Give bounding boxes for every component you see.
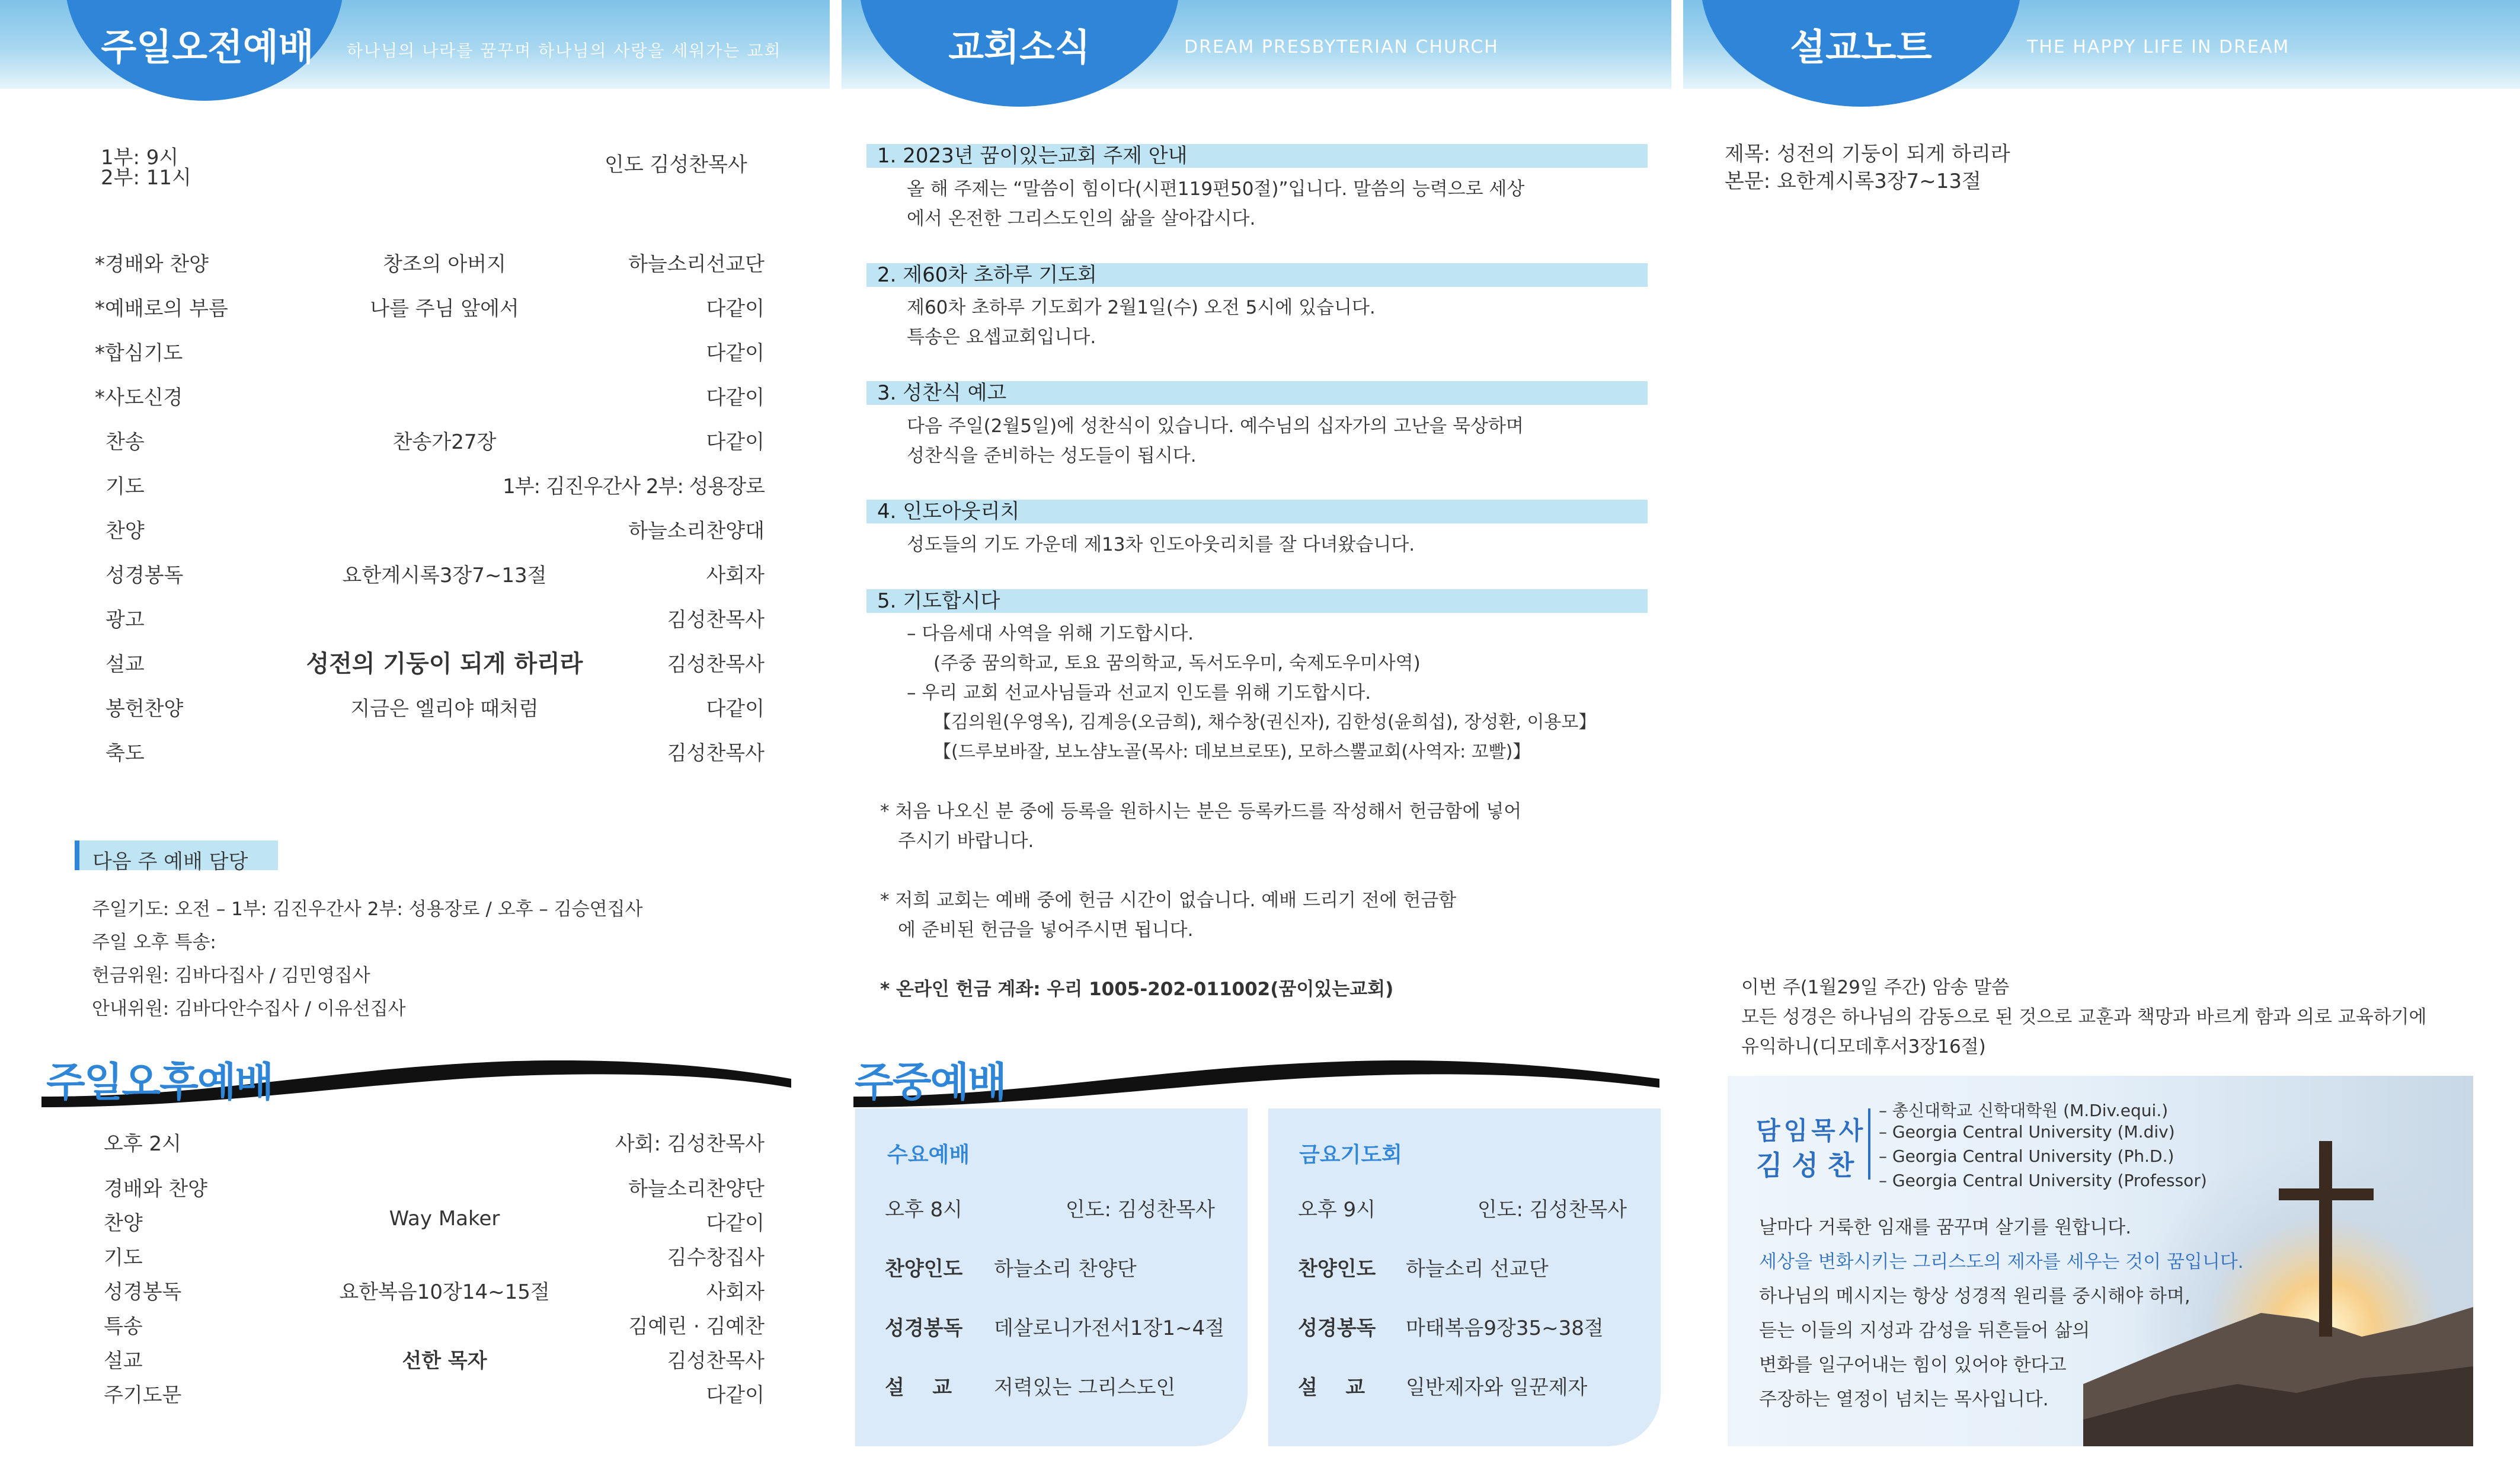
pastor-line: 변화를 일구어내는 힘이 있어야 한다고 [1759,1354,2067,1376]
pastor-credential: – Georgia Central University (M.div) [1879,1122,2175,1142]
pastor-line: 하나님의 메시지는 항상 성경적 원리를 중시해야 하며, [1759,1286,2190,1307]
wednesday-title: 수요예배 [887,1143,970,1167]
header-title-sermon-note: 설교노트 [1790,25,1932,69]
news-heading: 5. 기도합시다 [866,589,1648,613]
order-person: 사회자 [706,1280,765,1304]
order-person: 하늘소리찬양대 [628,519,765,543]
header-title-news: 교회소식 [948,25,1090,69]
order-content: 창조의 아버지 [383,253,506,276]
order-item: 성경봉독 [104,1280,182,1304]
order-item: 설교 [105,653,145,676]
news-line: 【김의원(우영옥), 김계응(오금희), 채수창(권신자), 김한성(윤희섭), 장성환, 이용모】 [933,712,1597,733]
order-item: 광고 [105,608,145,632]
service-time-1: 1부: 9시 [101,146,179,170]
friday-title: 금요기도회 [1299,1143,1402,1167]
friday-leader: 인도: 김성찬목사 [1477,1198,1627,1222]
order-content: Way Maker [389,1207,500,1231]
next-week-line: 주일 오후 특송: [92,932,216,953]
news-line: – 다음세대 사역을 위해 기도합시다. [907,623,1194,644]
order-person: 다같이 [706,386,765,410]
friday-row-value: 일반제자와 일꾼제자 [1406,1376,1588,1399]
order-person: 김예린 · 김예찬 [628,1315,765,1338]
news-line: 제60차 초하루 기도회가 2월1일(수) 오전 5시에 있습니다. [907,297,1376,318]
afternoon-leader: 사회: 김성찬목사 [615,1132,765,1156]
order-content: 요한복음10장14~15절 [339,1280,550,1304]
header-subtitle-2: DREAM PRESBYTERIAN CHURCH [1184,37,1499,57]
order-item: 축도 [105,742,145,765]
pastor-credential: – 총신대학교 신학대학원 (M.Div.equi.) [1879,1101,2169,1120]
order-item: 설교 [104,1349,143,1373]
news-line: – 우리 교회 선교사님들과 선교지 인도를 위해 기도합시다. [907,682,1371,704]
order-item: 봉헌찬양 [105,697,184,721]
news-heading: 4. 인도아웃리치 [866,500,1648,523]
friday-row-value: 마태복음9장35~38절 [1406,1316,1604,1340]
memory-verse-line: 유익하니(디모데후서3장16절) [1741,1036,1986,1057]
friday-row-value: 하늘소리 선교단 [1406,1257,1549,1281]
order-person: 다같이 [706,1212,765,1235]
order-content: 나를 주님 앞에서 [370,297,519,321]
order-item: 찬양 [104,1212,143,1235]
worship-leader: 인도 김성찬목사 [605,153,747,177]
news-line: 다음 주일(2월5일)에 성찬식이 있습니다. 예수님의 십자가의 고난을 묵상하며 [907,416,1524,437]
order-person: 다같이 [706,1383,765,1407]
next-week-line: 안내위원: 김바다안수집사 / 이유선집사 [92,998,406,1020]
memory-verse-title: 이번 주(1월29일 주간) 암송 말씀 [1741,977,2010,998]
order-person: 사회자 [706,564,765,587]
news-line: 특송은 요셉교회입니다. [907,327,1096,348]
order-item: 찬양 [105,519,145,543]
notice-line: 에 준비된 헌금을 넣어주시면 됩니다. [898,919,1194,941]
pastor-line: 주장하는 열정이 넘치는 목사입니다. [1759,1389,2049,1410]
wednesday-row-value: 데살로니가전서1장1~4절 [994,1316,1224,1340]
notice-line: * 처음 나오신 분 중에 등록을 원하시는 분은 등록카드를 작성해서 헌금함에 넣어 [880,801,1522,822]
friday-row-label: 찬양인도 [1298,1257,1376,1281]
friday-row-label: 성경봉독 [1298,1316,1376,1340]
order-item: *사도신경 [95,386,183,410]
wednesday-time: 오후 8시 [885,1198,962,1222]
pastor-credential: – Georgia Central University (Professor) [1879,1171,2207,1190]
notice-line: * 저희 교회는 예배 중에 헌금 시간이 없습니다. 예배 드리기 전에 헌금함 [880,890,1457,911]
news-line: 【(드루보바잘, 보노샴노골(목사: 데보브로또), 모하스뿔교회(사역자: 꼬빨)】 [933,742,1531,762]
order-item: *합심기도 [95,341,183,365]
order-item: 특송 [104,1315,143,1338]
wednesday-leader: 인도: 김성찬목사 [1065,1198,1215,1222]
sermon-note-text: 본문: 요한계시록3장7~13절 [1725,170,1981,193]
next-week-title: 다음 주 예배 담당 [92,850,248,874]
notice-line: 주시기 바랍니다. [898,830,1034,852]
wednesday-row-label: 찬양인도 [885,1257,963,1281]
order-person: 김성찬목사 [667,608,765,632]
pastor-credential: – Georgia Central University (Ph.D.) [1879,1146,2174,1166]
order-person: 하늘소리찬양단 [628,1177,765,1201]
pastor-divider [1868,1108,1870,1180]
order-item: 경배와 찬양 [104,1177,208,1201]
header-title-worship: 주일오전예배 [101,25,314,69]
wednesday-row-value: 저력있는 그리스도인 [994,1376,1176,1399]
order-person: 다같이 [706,430,765,454]
friday-time: 오후 9시 [1298,1198,1376,1222]
order-person: 다같이 [706,341,765,365]
order-item: *경배와 찬양 [95,253,209,276]
news-heading: 2. 제60차 초하루 기도회 [866,263,1648,287]
order-content: 찬송가27장 [392,430,497,454]
order-item: 주기도문 [104,1383,182,1407]
sermon-title: 성전의 기둥이 되게 하리라 [306,650,583,678]
header-subtitle-1: 하나님의 나라를 꿈꾸며 하나님의 사랑을 세워가는 교회 [347,41,782,60]
sermon-note-subject: 제목: 성전의 기둥이 되게 하리라 [1725,142,2010,166]
next-week-line: 헌금위원: 김바다집사 / 김민영집사 [92,965,370,986]
pastor-line: 날마다 거룩한 임재를 꿈꾸며 살기를 원합니다. [1759,1217,2132,1238]
online-account: * 온라인 헌금 계좌: 우리 1005-202-011002(꿈이있는교회) [880,979,1394,1000]
pastor-name: 김 성 찬 [1756,1149,1854,1181]
service-time-2: 2부: 11시 [101,166,191,190]
order-person: 하늘소리선교단 [628,253,765,276]
order-person: 김수창집사 [667,1246,765,1270]
order-person: 김성찬목사 [667,742,765,765]
news-line: (주중 꿈의학교, 토요 꿈의학교, 독서도우미, 숙제도우미사역) [933,653,1421,674]
wednesday-row-value: 하늘소리 찬양단 [994,1257,1137,1281]
friday-row-label: 설 교 [1298,1376,1365,1399]
pastor-line-highlight: 세상을 변화시키는 그리스도의 제자를 세우는 것이 꿈입니다. [1759,1251,2244,1273]
order-person: 김성찬목사 [667,1349,765,1373]
news-line: 에서 온전한 그리스도인의 삶을 살아갑시다. [907,208,1256,229]
afternoon-sermon-title: 선한 목자 [402,1349,487,1373]
order-person: 김성찬목사 [667,653,765,676]
afternoon-time: 오후 2시 [104,1132,181,1156]
order-person: 다같이 [706,697,765,721]
order-person: 다같이 [706,297,765,321]
order-item: 기도 [105,475,145,498]
order-item: 기도 [104,1246,143,1270]
afternoon-title: 주일오후예배 [46,1059,273,1106]
order-item: 찬송 [105,430,145,454]
order-item: 성경봉독 [105,564,184,587]
order-person: 1부: 김진우간사 2부: 성용장로 [503,475,765,498]
next-week-line: 주일기도: 오전 – 1부: 김진우간사 2부: 성용장로 / 오후 – 김승연집사 [92,899,643,920]
news-line: 올 해 주제는 “말씀이 힘이다(시편119편50절)”입니다. 말씀의 능력으로 세상 [907,178,1525,200]
header-subtitle-3: THE HAPPY LIFE IN DREAM [2027,37,2290,57]
pastor-role: 담임목사 [1756,1116,1867,1145]
midweek-title: 주중예배 [855,1059,1006,1106]
order-item: *예배로의 부름 [95,297,228,321]
news-heading: 1. 2023년 꿈이있는교회 주제 안내 [866,144,1648,168]
wednesday-row-label: 설 교 [885,1376,952,1399]
memory-verse-line: 모든 성경은 하나님의 감동으로 된 것으로 교훈과 책망과 바르게 함과 의로 교육하기에 [1741,1006,2427,1028]
news-line: 성도들의 기도 가운데 제13차 인도아웃리치를 잘 다녀왔습니다. [907,534,1415,555]
wednesday-row-label: 성경봉독 [885,1316,963,1340]
order-content: 요한계시록3장7~13절 [342,564,547,587]
news-heading: 3. 성찬식 예고 [866,381,1648,405]
order-content: 지금은 엘리야 때처럼 [350,697,539,721]
news-line: 성찬식을 준비하는 성도들이 됩시다. [907,445,1197,466]
pastor-line: 듣는 이들의 지성과 감성을 뒤흔들어 삶의 [1759,1320,2090,1341]
